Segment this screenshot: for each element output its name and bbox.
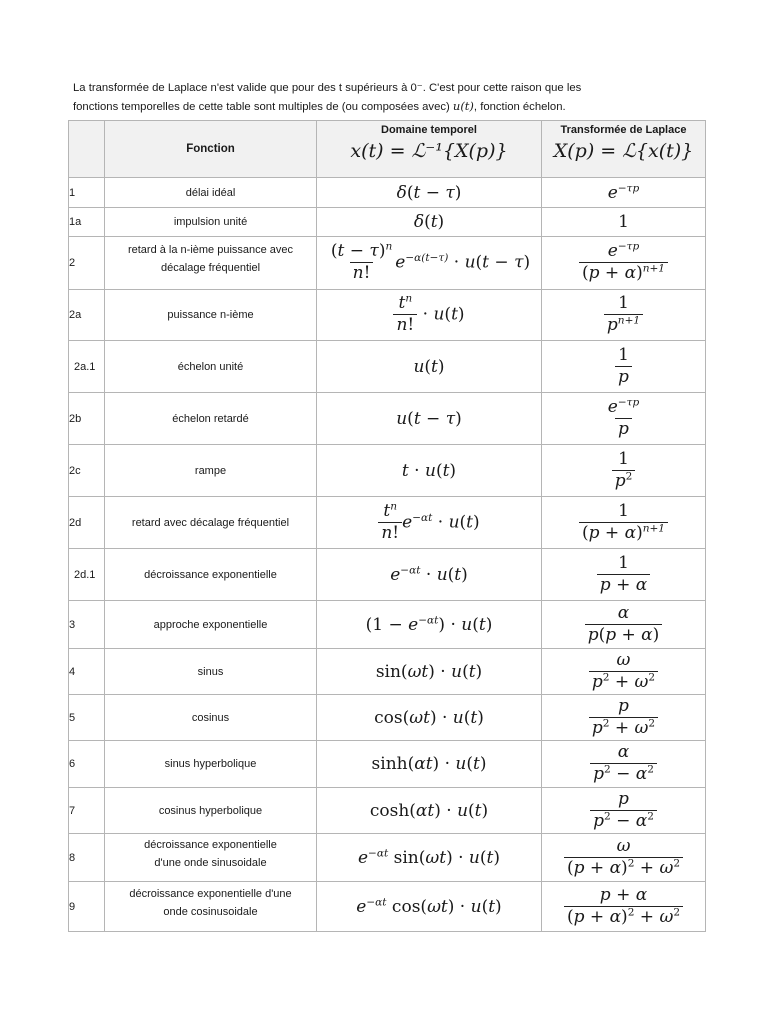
time-domain-formula: $e^{-\alpha t}$ cos(ωt) · u(t) — [317, 882, 542, 932]
time-domain-formula: $e^{-\alpha t}$ sin(ωt) · u(t) — [317, 834, 542, 882]
table-row — [69, 601, 706, 649]
function-name — [105, 208, 317, 237]
laplace-formula: $\frac{1}{p}$ — [542, 341, 706, 393]
function-name — [105, 290, 317, 341]
time-domain-formula: $\frac{t^n}{n!}$ · u(t) — [317, 290, 542, 341]
time-domain-formula: δ(t − τ) — [317, 178, 542, 208]
row-number: 2a.1 — [69, 341, 105, 393]
laplace-formula: $\frac{p + \alpha}{(p + \alpha)^2 + \omega^2}$ — [542, 882, 706, 932]
header-time-math: x(t) = ℒ⁻¹{X(p)} — [350, 140, 508, 162]
intro-line-2-prefix: fonctions temporelles de cette table sont multiples de (ou composées avec) — [73, 101, 453, 113]
intro-line-2-math: u(t) — [452, 99, 474, 113]
function-name-text: puissance n-ième — [167, 309, 254, 321]
time-domain-formula: $(1 - e^{-\alpha t}) \cdot u(t)$ — [317, 601, 542, 649]
function-name-text: décroissance exponentielle d'une onde sinusoidale — [144, 838, 277, 869]
function-name — [105, 237, 317, 290]
laplace-formula: $\frac{1}{p^{n+1}}$ — [542, 290, 706, 341]
function-name-text: échelon unité — [177, 360, 244, 373]
function-name-text: délai idéal — [185, 186, 236, 199]
time-domain-formula: $e^{-\alpha t} \cdot u(t)$ — [317, 549, 542, 601]
laplace-formula: $\frac{\omega}{p^2 + \omega^2}$ — [542, 649, 706, 695]
row-number: 2d.1 — [69, 549, 105, 601]
table-row — [69, 290, 706, 341]
function-name — [105, 178, 317, 208]
function-name — [105, 695, 317, 741]
laplace-formula: $e^{-\tau p}$ — [542, 178, 706, 208]
function-name-text: retard avec décalage fréquentiel — [131, 516, 290, 529]
row-number: 3 — [69, 601, 105, 649]
row-number: 2d — [69, 497, 105, 549]
header-num-cell — [69, 121, 105, 178]
function-name-text: rampe — [194, 464, 227, 477]
function-name-text: cosinus — [191, 711, 230, 724]
function-name-text: échelon retardé — [172, 412, 249, 425]
laplace-formula: $\frac{1}{p + \alpha}$ — [542, 549, 706, 601]
function-name-text: impulsion unité — [173, 216, 248, 228]
table-row — [69, 341, 706, 393]
laplace-formula: $\frac{1}{(p + \alpha)^{n+1}}$ — [542, 497, 706, 549]
laplace-formula: $\frac{e^{-\tau p}}{(p + \alpha)^{n+1}}$ — [542, 237, 706, 290]
table-header-row — [69, 121, 706, 178]
function-name — [105, 882, 317, 932]
laplace-formula: $\frac{p}{p^2 + \omega^2}$ — [542, 695, 706, 741]
row-number: 2b — [69, 393, 105, 445]
time-domain-formula: δ(t) — [317, 208, 542, 237]
header-laplace-title: Transformée de Laplace — [560, 124, 687, 136]
header-function-label: Fonction — [186, 143, 235, 155]
intro-line-1: La transformée de Laplace n'est valide que pour des t supérieurs à 0⁻. C'est pour cette raison que les — [73, 82, 582, 94]
intro-line-2-suffix: , fonction échelon. — [473, 101, 566, 113]
header-function-cell — [105, 121, 317, 178]
table-row — [69, 393, 706, 445]
header-time-title: Domaine temporel — [381, 124, 477, 136]
row-number: 1 — [69, 178, 105, 208]
header-laplace-math: X(p) = ℒ{x(t)} — [553, 140, 694, 162]
time-domain-formula: sin(ωt) · u(t) — [317, 649, 542, 695]
table-row — [69, 208, 706, 237]
function-name-text: retard à la n-ième puissance avec décalage fréquentiel — [127, 244, 294, 274]
table-row — [69, 178, 706, 208]
table-row — [69, 649, 706, 695]
function-name — [105, 788, 317, 834]
table-row — [69, 445, 706, 497]
function-name-text: décroissance exponentielle d'une onde cosinusoidale — [129, 887, 292, 918]
table-row — [69, 788, 706, 834]
function-name-text: sinus — [197, 665, 224, 678]
row-number: 2a — [69, 290, 105, 341]
row-number: 1a — [69, 208, 105, 237]
time-domain-formula: sinh(αt) · u(t) — [317, 741, 542, 788]
function-name — [105, 341, 317, 393]
function-name-text: décroissance exponentielle — [144, 568, 277, 581]
laplace-formula: $\frac{1}{p^2}$ — [542, 445, 706, 497]
function-name-text: cosinus hyperbolique — [158, 804, 263, 817]
row-number: 2c — [69, 445, 105, 497]
function-name — [105, 649, 317, 695]
row-number: 7 — [69, 788, 105, 834]
laplace-formula: $\frac{\alpha}{p(p + \alpha)}$ — [542, 601, 706, 649]
time-domain-formula: $\frac{(t - \tau)^n}{n!}$ $e^{-\alpha(t-\tau)} \cdot u(t - \tau)$ — [317, 237, 542, 290]
function-name — [105, 497, 317, 549]
function-name-text: sinus hyperbolique — [164, 758, 257, 770]
table-row — [69, 549, 706, 601]
row-number: 2 — [69, 237, 105, 290]
function-name — [105, 549, 317, 601]
intro-paragraph — [73, 79, 695, 116]
function-name — [105, 834, 317, 882]
header-time-cell — [317, 121, 542, 178]
laplace-table — [68, 120, 706, 932]
row-number: 4 — [69, 649, 105, 695]
table-row — [69, 834, 706, 882]
time-domain-formula: u(t) — [317, 341, 542, 393]
time-domain-formula: cos(ωt) · u(t) — [317, 695, 542, 741]
row-number: 6 — [69, 741, 105, 788]
table-row — [69, 237, 706, 290]
table-row — [69, 882, 706, 932]
table-row — [69, 695, 706, 741]
laplace-formula: $\frac{\alpha}{p^2 - \alpha^2}$ — [542, 741, 706, 788]
time-domain-formula: u(t − τ) — [317, 393, 542, 445]
function-name-text: approche exponentielle — [153, 618, 268, 631]
row-number: 5 — [69, 695, 105, 741]
time-domain-formula: cosh(αt) · u(t) — [317, 788, 542, 834]
header-laplace-cell — [542, 121, 706, 178]
time-domain-formula: $\frac{t^n}{n!}$ $e^{-\alpha t} \cdot u(t)$ — [317, 497, 542, 549]
function-name — [105, 741, 317, 788]
time-domain-formula: t · u(t) — [317, 445, 542, 497]
laplace-formula: $\frac{p}{p^2 - \alpha^2}$ — [542, 788, 706, 834]
table-row — [69, 497, 706, 549]
laplace-formula: 1 — [542, 208, 706, 237]
laplace-table-container — [68, 120, 706, 932]
row-number: 9 — [69, 882, 105, 932]
table-row — [69, 741, 706, 788]
row-number: 8 — [69, 834, 105, 882]
function-name — [105, 445, 317, 497]
laplace-formula: $\frac{\omega}{(p + \alpha)^2 + \omega^2}$ — [542, 834, 706, 882]
laplace-formula: $\frac{e^{-\tau p}}{p}$ — [542, 393, 706, 445]
function-name — [105, 393, 317, 445]
function-name — [105, 601, 317, 649]
